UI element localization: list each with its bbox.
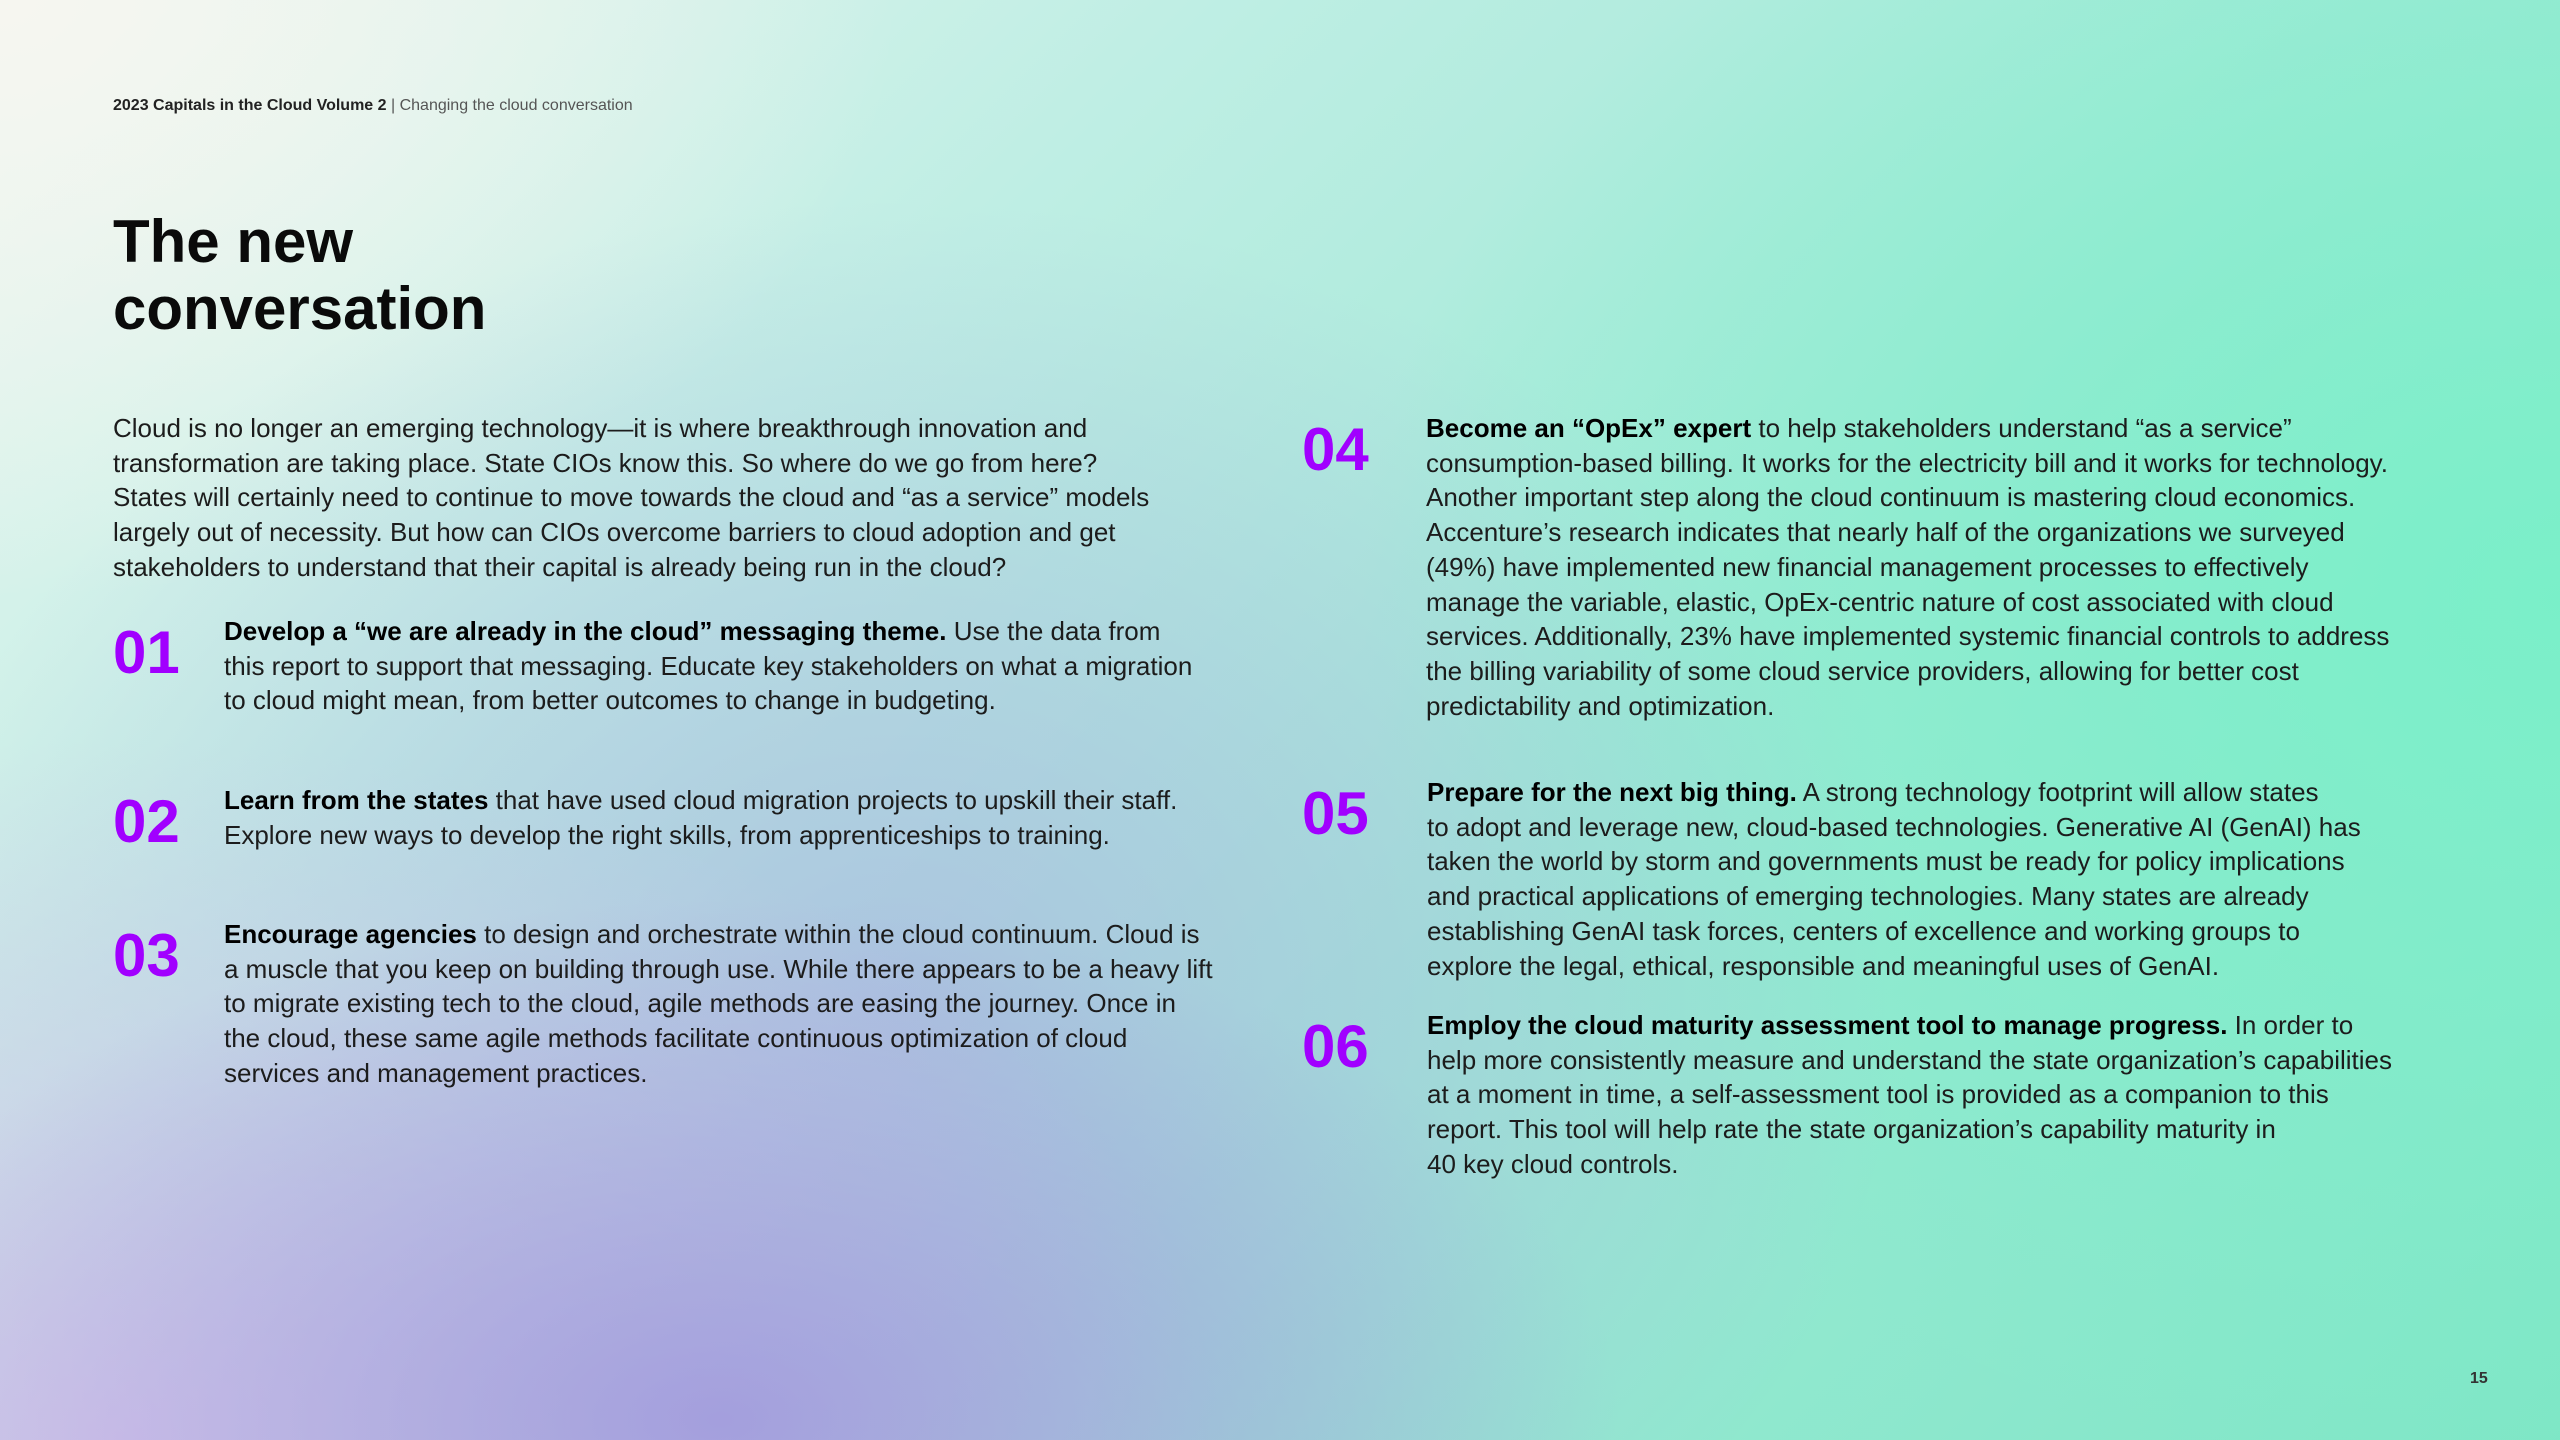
item-lead: Encourage agencies (224, 919, 477, 949)
item-number: 05 (1302, 780, 1369, 847)
item-line: services. Additionally, 23% have implemented systemic financial controls to address (1426, 621, 2390, 652)
item-line: explore the legal, ethical, responsible and meaningful uses of GenAI. (1427, 950, 2220, 981)
item-number: 02 (113, 788, 180, 855)
item-line: to design and orchestrate within the cloud continuum. Cloud is (476, 919, 1200, 949)
document-title: 2023 Capitals in the Cloud Volume 2 (113, 97, 387, 114)
item-line: taken the world by storm and governments must be ready for policy implications (1427, 846, 2345, 877)
item-line: Use the data from (946, 616, 1161, 646)
item-lead: Prepare for the next big thing. (1427, 777, 1797, 807)
page-title (113, 208, 813, 342)
item-line: the cloud, these same agile methods facilitate continuous optimization of cloud (224, 1023, 1128, 1054)
item-line: this report to support that messaging. Educate key stakeholders on what a migration (224, 650, 1193, 681)
item-line: Another important step along the cloud continuum is mastering cloud economics. (1426, 482, 2356, 513)
intro-paragraph (113, 411, 1243, 585)
item-text (1426, 411, 2556, 723)
item-line: services and management practices. (224, 1057, 648, 1088)
item-line: In order to (2227, 1010, 2354, 1040)
item-text (224, 614, 1374, 718)
item-lead: Learn from the states (224, 785, 489, 815)
intro-line: largely out of necessity. But how can CIOs overcome barriers to cloud adoption and get (113, 517, 1116, 548)
item-line: predictability and optimization. (1426, 690, 1775, 721)
item-line: at a moment in time, a self-assessment tool is provided as a companion to this (1427, 1079, 2329, 1110)
item-line: that have used cloud migration projects to upskill their staff. (488, 785, 1178, 815)
intro-line: States will certainly need to continue to move towards the cloud and “as a service” models (113, 482, 1150, 513)
item-line: help more consistently measure and understand the state organization’s capabilities (1427, 1044, 2392, 1075)
page-number: 15 (2470, 1370, 2488, 1387)
item-text (1427, 1008, 2557, 1182)
title-line-1: The new (113, 208, 354, 275)
intro-line: Cloud is no longer an emerging technology—it is where breakthrough innovation and (113, 413, 1088, 443)
item-lead: Employ the cloud maturity assessment tool to manage progress. (1427, 1010, 2228, 1040)
item-line: (49%) have implemented new financial management processes to effectively (1426, 551, 2309, 582)
item-line: to migrate existing tech to the cloud, agile methods are easing the journey. Once in (224, 988, 1176, 1019)
item-line: and practical applications of emerging technologies. Many states are already (1427, 881, 2309, 912)
title-line-2: conversation (113, 275, 487, 342)
item-line: A strong technology footprint will allow states (1796, 777, 2319, 807)
item-number: 06 (1302, 1013, 1369, 1080)
header-separator: | (386, 97, 400, 114)
item-text (1427, 775, 2557, 983)
running-header (113, 97, 633, 115)
item-lead: Become an “OpEx” expert (1426, 413, 1752, 443)
item-line: the billing variability of some cloud service providers, allowing for better cost (1426, 655, 2299, 686)
section-name: Changing the cloud conversation (399, 97, 633, 114)
intro-line: stakeholders to understand that their capital is already being run in the cloud? (113, 551, 1007, 582)
item-line: to help stakeholders understand “as a service” (1751, 413, 2292, 443)
item-number: 03 (113, 922, 180, 989)
item-text (224, 917, 1374, 1091)
item-line: report. This tool will help rate the state organization’s capability maturity in (1427, 1114, 2276, 1145)
item-line: consumption-based billing. It works for the electricity bill and it works for technology. (1426, 447, 2388, 478)
item-line: to cloud might mean, from better outcomes to change in budgeting. (224, 685, 996, 716)
item-line: Explore new ways to develop the right skills, from apprenticeships to training. (224, 819, 1110, 850)
intro-line: transformation are taking place. State CIOs know this. So where do we go from here? (113, 447, 1098, 478)
item-lead: Develop a “we are already in the cloud” messaging theme. (224, 616, 947, 646)
item-line: manage the variable, elastic, OpEx-centric nature of cost associated with cloud (1426, 586, 2334, 617)
item-line: 40 key cloud controls. (1427, 1148, 1679, 1179)
item-line: Accenture’s research indicates that nearly half of the organizations we surveyed (1426, 517, 2345, 548)
item-line: establishing GenAI task forces, centers of excellence and working groups to (1427, 915, 2300, 946)
item-number: 04 (1302, 416, 1369, 483)
item-number: 01 (113, 619, 180, 686)
item-line: a muscle that you keep on building through use. While there appears to be a heavy lift (224, 953, 1213, 984)
item-text (224, 780, 1374, 852)
item-line: to adopt and leverage new, cloud-based technologies. Generative AI (GenAI) has (1427, 811, 2361, 842)
